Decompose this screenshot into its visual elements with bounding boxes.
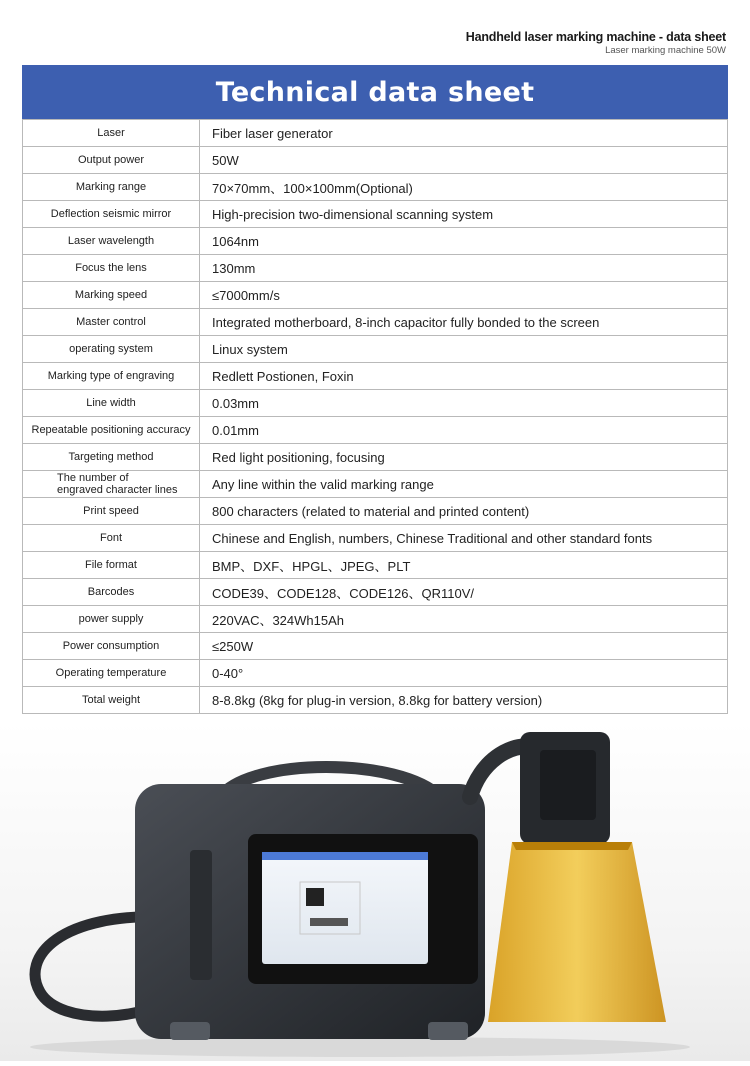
spec-row [23,201,728,228]
spec-value: Fiber laser generator [200,120,728,147]
spec-row [23,498,728,525]
spec-row [23,471,728,498]
spec-value: BMP、DXF、HPGL、JPEG、PLT [200,552,728,579]
spec-label: Marking speed [23,282,200,309]
spec-label: Output power [23,147,200,174]
spec-label: power supply [23,606,200,633]
spec-value: 800 characters (related to material and printed content) [200,498,728,525]
section-banner: Technical data sheet [22,65,728,119]
document-header [466,30,726,56]
spec-row [23,552,728,579]
spec-label: Operating temperature [23,660,200,687]
screen-titlebar [262,852,428,860]
spec-value: 50W [200,147,728,174]
spec-label: operating system [23,336,200,363]
spec-label: Marking range [23,174,200,201]
spec-value: ≤250W [200,633,728,660]
spec-label: Targeting method [23,444,200,471]
spec-value: 8-8.8kg (8kg for plug-in version, 8.8kg for battery version) [200,687,728,714]
spec-value: 0-40° [200,660,728,687]
spec-row [23,417,728,444]
spec-row [23,579,728,606]
spec-label: Repeatable positioning accuracy [23,417,200,444]
spec-row [23,282,728,309]
spec-row [23,309,728,336]
spec-value: Red light positioning, focusing [200,444,728,471]
spec-value: 0.01mm [200,417,728,444]
document-title: Handheld laser marking machine - data sheet [465,30,726,44]
spec-row [23,660,728,687]
spec-value: 70×70mm、100×100mm(Optional) [200,174,728,201]
spec-row [23,147,728,174]
spec-row [23,363,728,390]
spec-row [23,633,728,660]
shield-rim [512,842,632,850]
spec-label: Marking type of engraving [23,363,200,390]
spec-row [23,390,728,417]
spec-value: Any line within the valid marking range [200,471,728,498]
spec-value: CODE39、CODE128、CODE126、QR110V/ [200,579,728,606]
spec-row [23,444,728,471]
spec-row [23,228,728,255]
spec-value: 130mm [200,255,728,282]
product-photo [0,722,750,1061]
foot-left [170,1022,210,1040]
spec-value: High-precision two-dimensional scanning system [200,201,728,228]
document-subtitle: Laser marking machine 50W [605,45,726,56]
spec-label: Laser wavelength [23,228,200,255]
laser-marking-machine-illustration [0,722,750,1061]
qr-code-preview [306,888,324,906]
spec-label: File format [23,552,200,579]
laser-shield [488,842,666,1022]
foot-right [428,1022,468,1040]
spec-label: Line width [23,390,200,417]
spec-table [22,119,728,714]
spec-value: 0.03mm [200,390,728,417]
spec-label: Deflection seismic mirror [23,201,200,228]
spec-label: Font [23,525,200,552]
spec-value: 220VAC、324Wh15Ah [200,606,728,633]
touch-screen [262,852,428,964]
spec-value: 1064nm [200,228,728,255]
spec-value: ≤7000mm/s [200,282,728,309]
spec-row [23,120,728,147]
spec-label: Power consumption [23,633,200,660]
spec-value: Redlett Postionen, Foxin [200,363,728,390]
spec-label: Master control [23,309,200,336]
side-vent [190,850,212,980]
spec-value: Integrated motherboard, 8-inch capacitor fully bonded to the screen [200,309,728,336]
floor-shadow [30,1037,690,1057]
spec-label: Barcodes [23,579,200,606]
spec-label: Laser [23,120,200,147]
spec-row [23,606,728,633]
spec-row [23,255,728,282]
spec-row [23,174,728,201]
spec-label: The number of engraved character lines [23,471,200,498]
spec-label: Total weight [23,687,200,714]
spec-label: Print speed [23,498,200,525]
spec-label: Focus the lens [23,255,200,282]
spec-row [23,687,728,714]
laser-head-grip [540,750,596,820]
barcode-preview [310,918,348,926]
spec-value: Chinese and English, numbers, Chinese Traditional and other standard fonts [200,525,728,552]
spec-row [23,525,728,552]
spec-value: Linux system [200,336,728,363]
spec-row [23,336,728,363]
